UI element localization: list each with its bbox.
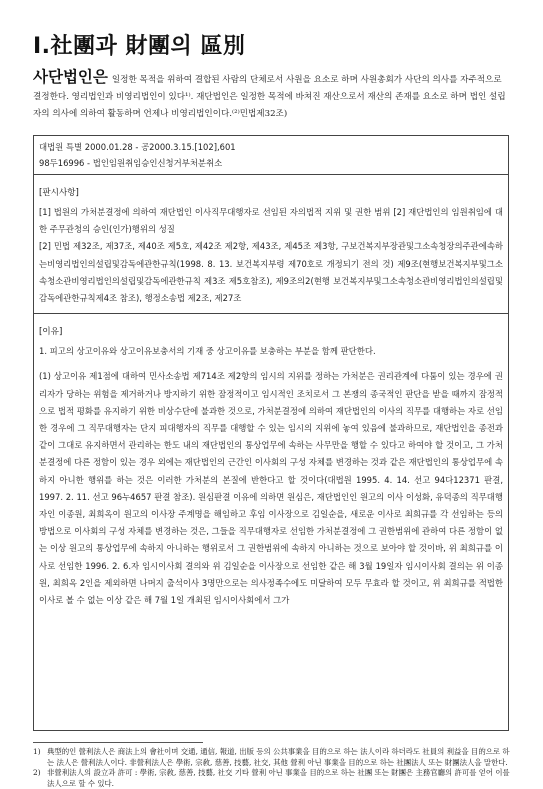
- footnote-divider: [33, 742, 203, 743]
- section-heading: Ⅰ.社團과 財團의 區別: [33, 34, 246, 59]
- footnote-text: 典型的인 營利法人은 商法上의 會社이며 交通, 通信, 報道, 出版 등의 公共事業을 目的으로 하는 法人이라 하더라도 社員의 利益을 目的으로 하는 法人은 營利法人이다. 非營利法人은 學術, 宗敎, 慈善, 技藝, 社交, 其他 營利 아닌 事業을 目的으로 하는 社團法人 또는 財團法人을 말한다.: [47, 747, 510, 767]
- case-header: [34, 136, 508, 175]
- issue-paragraph: [2] 민법 제32조, 제37조, 제40조 제5호, 제42조 제2항, 제43조, 제45조 제3항, 구보건복지부장관및그소속청장의주관에속하는비영리법인의설립및감독에관한규칙(1998. 8. 13. 보건복지부령 제70호로 개정되기 전의 것) 제9조(현행보건복지부및그소속청소관비영리법인의설립및감독에관한규칙 제3조 제5호참조), 제9조의2(현행 보건복지부및그소속청소관비영리법인의설립및감독에관한규칙제4조 참조), 행정소송법 제2조, 제27조: [39, 241, 503, 304]
- issue-paragraph: [1] 법원의 가처분결정에 의하여 재단법인 이사직무대행자로 선임된 자의법적 지위 및 권한 범위 [2] 재단법인의 임원취임에 대한 주무관청의 승인(인가)행위의 성질: [39, 207, 503, 235]
- reasons-section: [34, 314, 508, 615]
- footnote-item: [33, 768, 511, 789]
- intro-text: 일정한 목적을 위하여 결합된 사람의 단체로서 사원을 요소로 하며 사원총회가 사단의 의사를 자주적으로 결정한다. 영리법인과 비영리법인이 있다¹⁾. 재단법인은 일정한 목적에 바쳐진 재산으로서 재산의 존재를 요소로 하며 법인 설립자의 의사에 의하여 활동하며 언제나 비영리법인이다.⁽²⁾민법제32조): [33, 75, 506, 119]
- issues-section: [34, 175, 508, 314]
- footnote-text: 非營利法人의 設立과 許可 : 學術, 宗敎, 慈善, 技藝, 社交 기타 營利 아닌 事業을 目的으로 하는 社團 또는 財團은 主務官廳의 許可를 얻어 이를 法人으로 할 수 있다.: [47, 768, 510, 788]
- reason-paragraph: 1. 피고의 상고이유와 상고이유보충서의 기재 중 상고이유를 보충하는 부분을 함께 판단한다.: [39, 346, 376, 357]
- case-box: [33, 135, 509, 731]
- footnotes: [33, 747, 511, 789]
- footnote-number: 2): [33, 768, 41, 777]
- footnote-item: [33, 747, 511, 768]
- footnote-number: 1): [33, 747, 41, 756]
- case-citation: 대법원 특별 2000.01.28 - 공2000.3.15.[102],601: [39, 142, 236, 152]
- issues-label: [판시사항]: [39, 188, 79, 198]
- case-title: 98두16996 - 법인임원취임승인신청거부처분취소: [39, 158, 223, 168]
- intro-lead-term: 사단법인은: [33, 68, 108, 86]
- reasons-label: [이유]: [39, 327, 63, 338]
- reason-paragraph: (1) 상고이유 제1점에 대하여 민사소송법 제714조 제2항의 임시의 지위를 정하는 가처분은 권리관계에 다툼이 있는 경우에 권리자가 당하는 위험을 제거하거나 방지하기 위한 잠정적이고 임시적인 조치로서 그 본쟁의 종국적인 판단을 받을 때까지 잠정적으로 법적 평화를 유지하기 위한 비상수단에 불과한 것으로, 가처분결정에 의하여 재단법인의 이사의 직무를 대행하는 자로 선임한 경우에 그 직무대행자는 단지 피대행자의 직무를 대행할 수 있는 임시의 지위에 놓여 있음에 불과하므로, 재단법인을 종전과 같이 그대로 유지하면서 관리하는 한도 내의 재단법인의 통상업무에 속하는 사무만을 행할 수 있다고 하여야 할 것이고, 그 가처분결정에 다른 정함이 있는 경우 외에는 재단법인의 근간인 이사회의 구성 자체를 변경하는 것과 같은 재단법인의 통상업무에 속하지 아니한 행위를 하는 것은 이러한 가처분의 본질에 반한다고 할 것이다(대법원 1995. 4. 14. 선고 94다12371 판결, 1997. 2. 11. 선고 96누4657 판결 참조). 원심판결 이유에 의하면 원심은, 재단법인인 원고의 이사 이성화, 유덕종의 직무대행자인 이종원, 최희옥이 원고의 이사장 주계명을 해임하고 후임 이사장으로 김일순을, 새로운 이사로 최희규를 각 선임하는 등의 방법으로 이사회의 구성 자체를 변경하는 것은, 그들을 직무대행자로 선임한 가처분결정에 그 권한범위에 관하여 다른 정함이 없는 이상 원고의 통상업무에 속하지 아니하는 행위로서 그 권한범위에 속하지 아니하는 것으로 보아야 할 것이바, 위 최희규를 이사로 선임한 1996. 2. 6.자 임시이사회 결의와 위 김일순을 이사장으로 선임한 같은 해 3월 19일자 임시이사회 결의는 위 이종원, 최희옥 2인을 제외하면 나머지 출석이사 3명만으로는 의사정족수에도 미달하여 모두 무효라 할 것이고, 위 최희규를 적법한 이사로 볼 수 없는 이상 같은 해 7월 1일 개최된 임시이사회에서 그가: [39, 371, 503, 606]
- intro-paragraph: [33, 69, 511, 123]
